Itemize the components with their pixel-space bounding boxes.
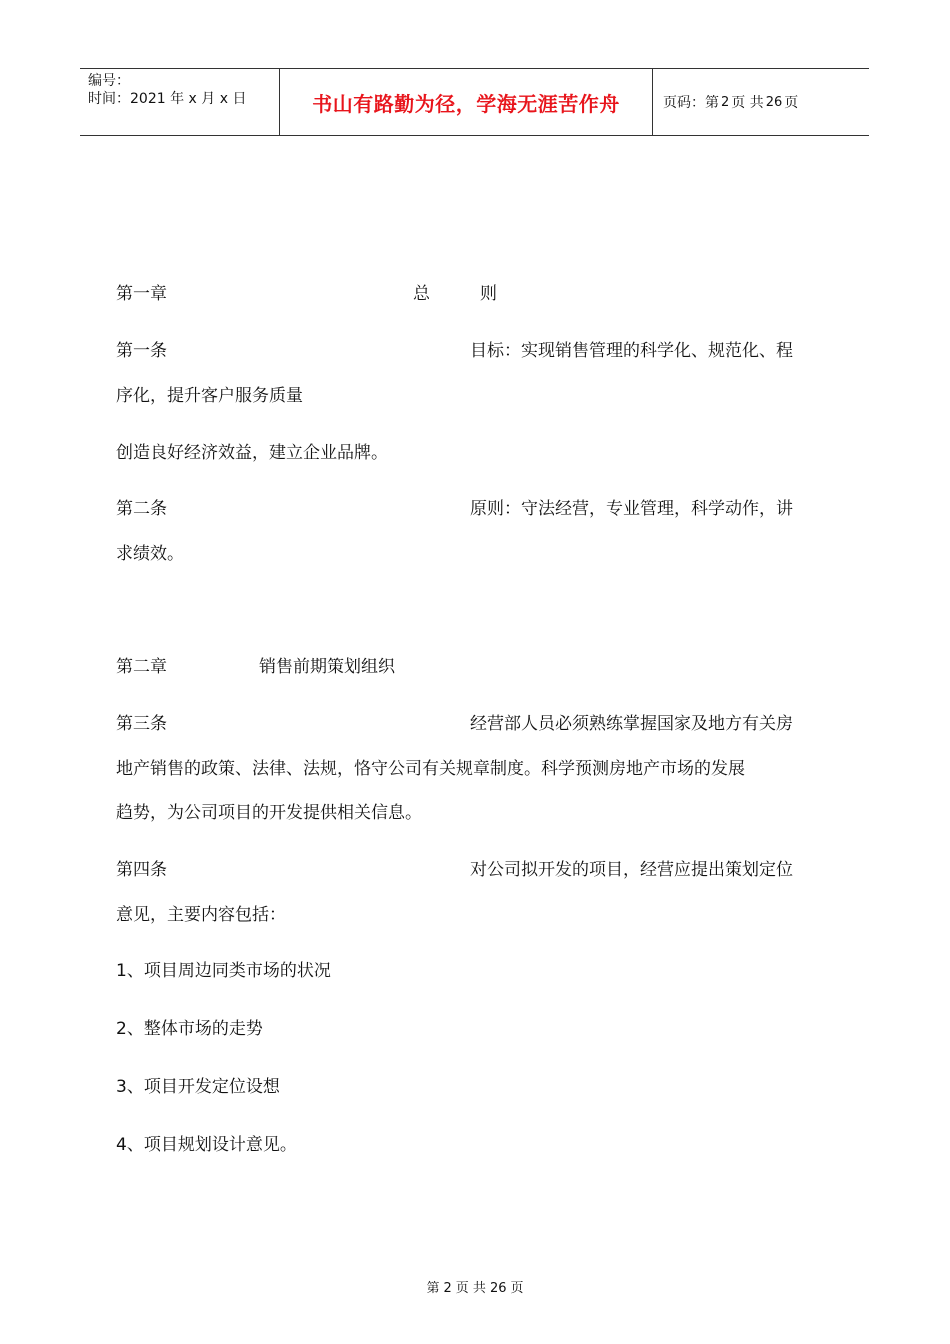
chapter2-title: 销售前期策划组织 — [259, 657, 395, 677]
list-item-text: 、项目周边同类市场的状况 — [126, 961, 331, 981]
page-suffix: 页 — [784, 95, 799, 111]
article3-line3: 趋势，为公司项目的开发提供相关信息。 — [116, 803, 422, 823]
list-item-number: 3 — [116, 1077, 127, 1097]
list-item — [116, 1133, 297, 1157]
article2-line2: 求绩效。 — [116, 544, 184, 564]
article4-line2: 意见，主要内容包括： — [116, 905, 286, 925]
page-total: 26 — [765, 94, 783, 110]
article1-line2: 序化，提升客户服务质量 — [116, 386, 303, 406]
page-current: 2 — [721, 94, 730, 110]
code-label: 编号： — [88, 73, 130, 89]
article4-line1: 对公司拟开发的项目，经营应提出策划定位 — [470, 860, 793, 880]
list-item-number: 1 — [116, 961, 127, 981]
list-item-number: 2 — [116, 1019, 127, 1039]
article3-line2: 地产销售的政策、法律、法规，恪守公司有关规章制度。科学预测房地产市场的发展 — [116, 759, 745, 779]
chapter1-title-b: 则 — [480, 284, 497, 304]
list-item-text: 、整体市场的走势 — [126, 1019, 263, 1039]
article2-label: 第二条 — [116, 499, 167, 519]
article3-line1: 经营部人员必须熟练掌握国家及地方有关房 — [470, 714, 793, 734]
footer-total: 26 — [489, 1281, 507, 1296]
list-item-number: 4 — [116, 1135, 127, 1155]
footer-suffix: 页 — [510, 1281, 524, 1296]
article4-label: 第四条 — [116, 860, 167, 880]
footer-prefix: 第 — [426, 1281, 440, 1296]
article1-label: 第一条 — [116, 341, 167, 361]
chapter1-label: 第一章 — [116, 284, 167, 304]
list-item-text: 、项目开发定位设想 — [126, 1077, 280, 1097]
page-mid: 页 共 — [731, 95, 764, 111]
list-item-text: 、项目规划设计意见。 — [126, 1135, 297, 1155]
article1-line3: 创造良好经济效益，建立企业品牌。 — [116, 443, 388, 463]
date-label: 时间：2021 年 x 月 x 日 — [88, 91, 247, 107]
document-header — [80, 68, 869, 136]
article1-line1: 目标：实现销售管理的科学化、规范化、程 — [470, 341, 793, 361]
footer-current: 2 — [443, 1281, 452, 1296]
list-item — [116, 959, 331, 983]
list-item — [116, 1017, 263, 1041]
chapter2-label: 第二章 — [116, 657, 167, 677]
footer-mid: 页 共 — [455, 1281, 486, 1296]
motto-text: 书山有路勤为径，学海无涯苦作舟 — [312, 91, 620, 116]
header-page-cell — [653, 69, 869, 135]
header-motto-cell — [280, 69, 653, 135]
header-meta-cell — [80, 69, 280, 135]
page-prefix: 页码：第 — [663, 95, 719, 111]
chapter1-title-a: 总 — [413, 284, 430, 304]
article2-line1: 原则：守法经营，专业管理，科学动作，讲 — [470, 499, 793, 519]
page-footer — [0, 1277, 950, 1296]
list-item — [116, 1075, 280, 1099]
article3-label: 第三条 — [116, 714, 167, 734]
